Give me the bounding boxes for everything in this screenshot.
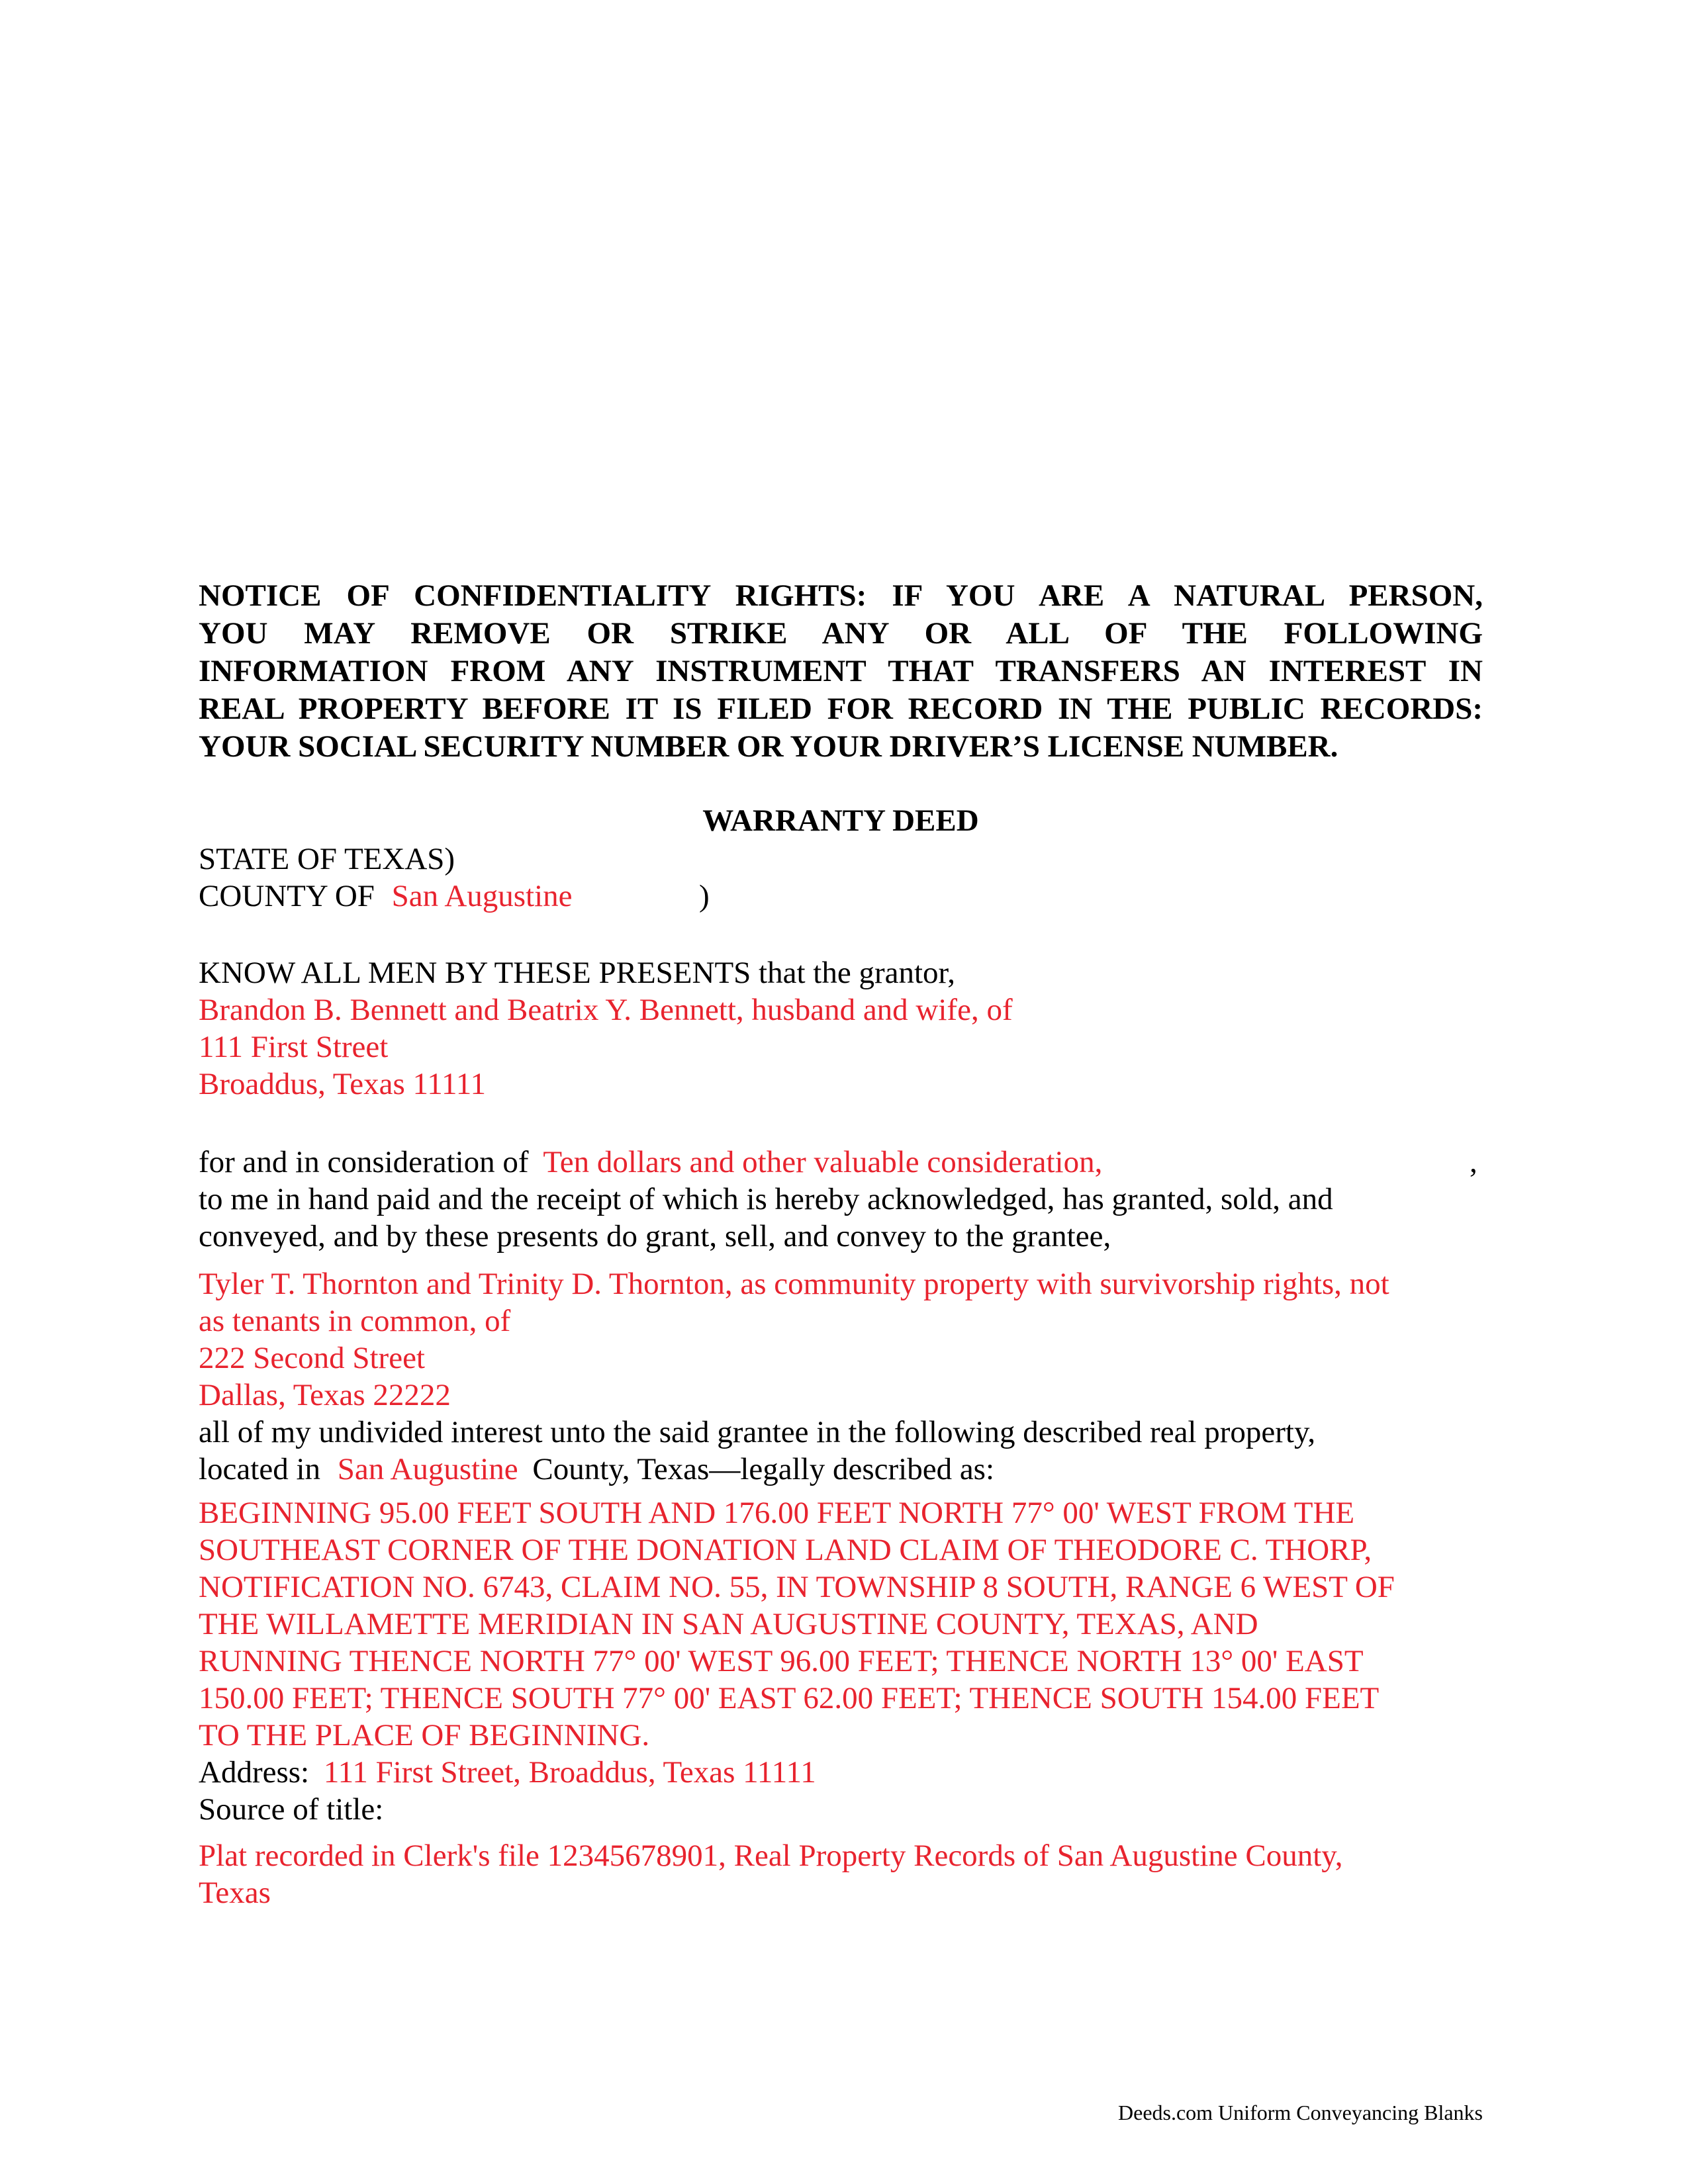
address-line <box>199 1754 816 1791</box>
address-label: Address: <box>199 1755 310 1790</box>
legal-line: 150.00 FEET; THENCE SOUTH 77° 00' EAST 62.00 FEET; THENCE SOUTH 154.00 FEET <box>199 1681 1380 1715</box>
legal-line: BEGINNING 95.00 FEET SOUTH AND 176.00 FEET NORTH 77° 00' WEST FROM THE <box>199 1496 1355 1530</box>
consideration-line <box>199 1144 1483 1181</box>
footer-credit: Deeds.com Uniform Conveyancing Blanks <box>1118 2101 1483 2124</box>
legal-line: TO THE PLACE OF BEGINNING. <box>199 1718 650 1752</box>
source-of-title-line-2: Texas <box>199 1876 271 1910</box>
grantor-name: Brandon B. Bennett and Beatrix Y. Bennett, husband and wife, of <box>199 993 1013 1027</box>
document-title: WARRANTY DEED <box>702 803 979 838</box>
consideration-value: Ten dollars and other valuable consideration, <box>543 1145 1103 1179</box>
grantor-street: 111 First Street <box>199 1030 389 1064</box>
grantor-city: Broaddus, Texas 11111 <box>199 1067 487 1101</box>
located-label: located in <box>199 1452 321 1486</box>
consideration-label: for and in consideration of <box>199 1145 529 1179</box>
notice-line-3: INFORMATION FROM ANY INSTRUMENT THAT TRANSFERS AN INTEREST IN <box>199 654 1483 688</box>
legal-line: NOTIFICATION NO. 6743, CLAIM NO. 55, IN TOWNSHIP 8 SOUTH, RANGE 6 WEST OF <box>199 1570 1395 1604</box>
source-of-title-line-1: Plat recorded in Clerk's file 12345678901, Real Property Records of San Augustine County, <box>199 1839 1343 1873</box>
county-line <box>199 878 1483 915</box>
legal-line: SOUTHEAST CORNER OF THE DONATION LAND CLAIM OF THEODORE C. THORP, <box>199 1533 1372 1567</box>
located-line <box>199 1451 994 1488</box>
grantee-name-line-2: as tenants in common, of <box>199 1304 511 1338</box>
notice-line-4: REAL PROPERTY BEFORE IT IS FILED FOR RECORD IN THE PUBLIC RECORDS: <box>199 692 1483 726</box>
address-value: 111 First Street, Broaddus, Texas 11111 <box>323 1755 816 1790</box>
deed-page <box>199 0 1483 2184</box>
consideration-line-2: to me in hand paid and the receipt of which is hereby acknowledged, has granted, sold, and <box>199 1182 1333 1216</box>
county-value: San Augustine <box>391 879 573 913</box>
state-line: STATE OF TEXAS) <box>199 842 455 876</box>
grantor-intro: KNOW ALL MEN BY THESE PRESENTS that the grantor, <box>199 956 956 990</box>
grantee-name-line-1: Tyler T. Thornton and Trinity D. Thornton, as community property with survivorship rights, not <box>199 1267 1389 1301</box>
located-county: San Augustine <box>337 1452 518 1486</box>
consideration-line-3: conveyed, and by these presents do grant, sell, and convey to the grantee, <box>199 1219 1111 1253</box>
legal-line: RUNNING THENCE NORTH 77° 00' WEST 96.00 FEET; THENCE NORTH 13° 00' EAST <box>199 1644 1364 1678</box>
notice-line-2: YOU MAY REMOVE OR STRIKE ANY OR ALL OF THE FOLLOWING <box>199 616 1483 651</box>
county-label: COUNTY OF <box>199 879 375 913</box>
consideration-comma: , <box>1470 1145 1477 1179</box>
interest-line: all of my undivided interest unto the said grantee in the following described real property, <box>199 1415 1316 1449</box>
located-suffix: County, Texas—legally described as: <box>532 1452 995 1486</box>
county-close-paren: ) <box>699 879 710 913</box>
legal-line: THE WILLAMETTE MERIDIAN IN SAN AUGUSTINE COUNTY, TEXAS, AND <box>199 1607 1258 1641</box>
source-of-title-label: Source of title: <box>199 1792 384 1827</box>
grantee-city: Dallas, Texas 22222 <box>199 1378 451 1412</box>
grantee-street: 222 Second Street <box>199 1341 425 1375</box>
notice-line-5: YOUR SOCIAL SECURITY NUMBER OR YOUR DRIVER’S LICENSE NUMBER. <box>199 729 1338 764</box>
notice-line-1: NOTICE OF CONFIDENTIALITY RIGHTS: IF YOU ARE A NATURAL PERSON, <box>199 578 1483 613</box>
